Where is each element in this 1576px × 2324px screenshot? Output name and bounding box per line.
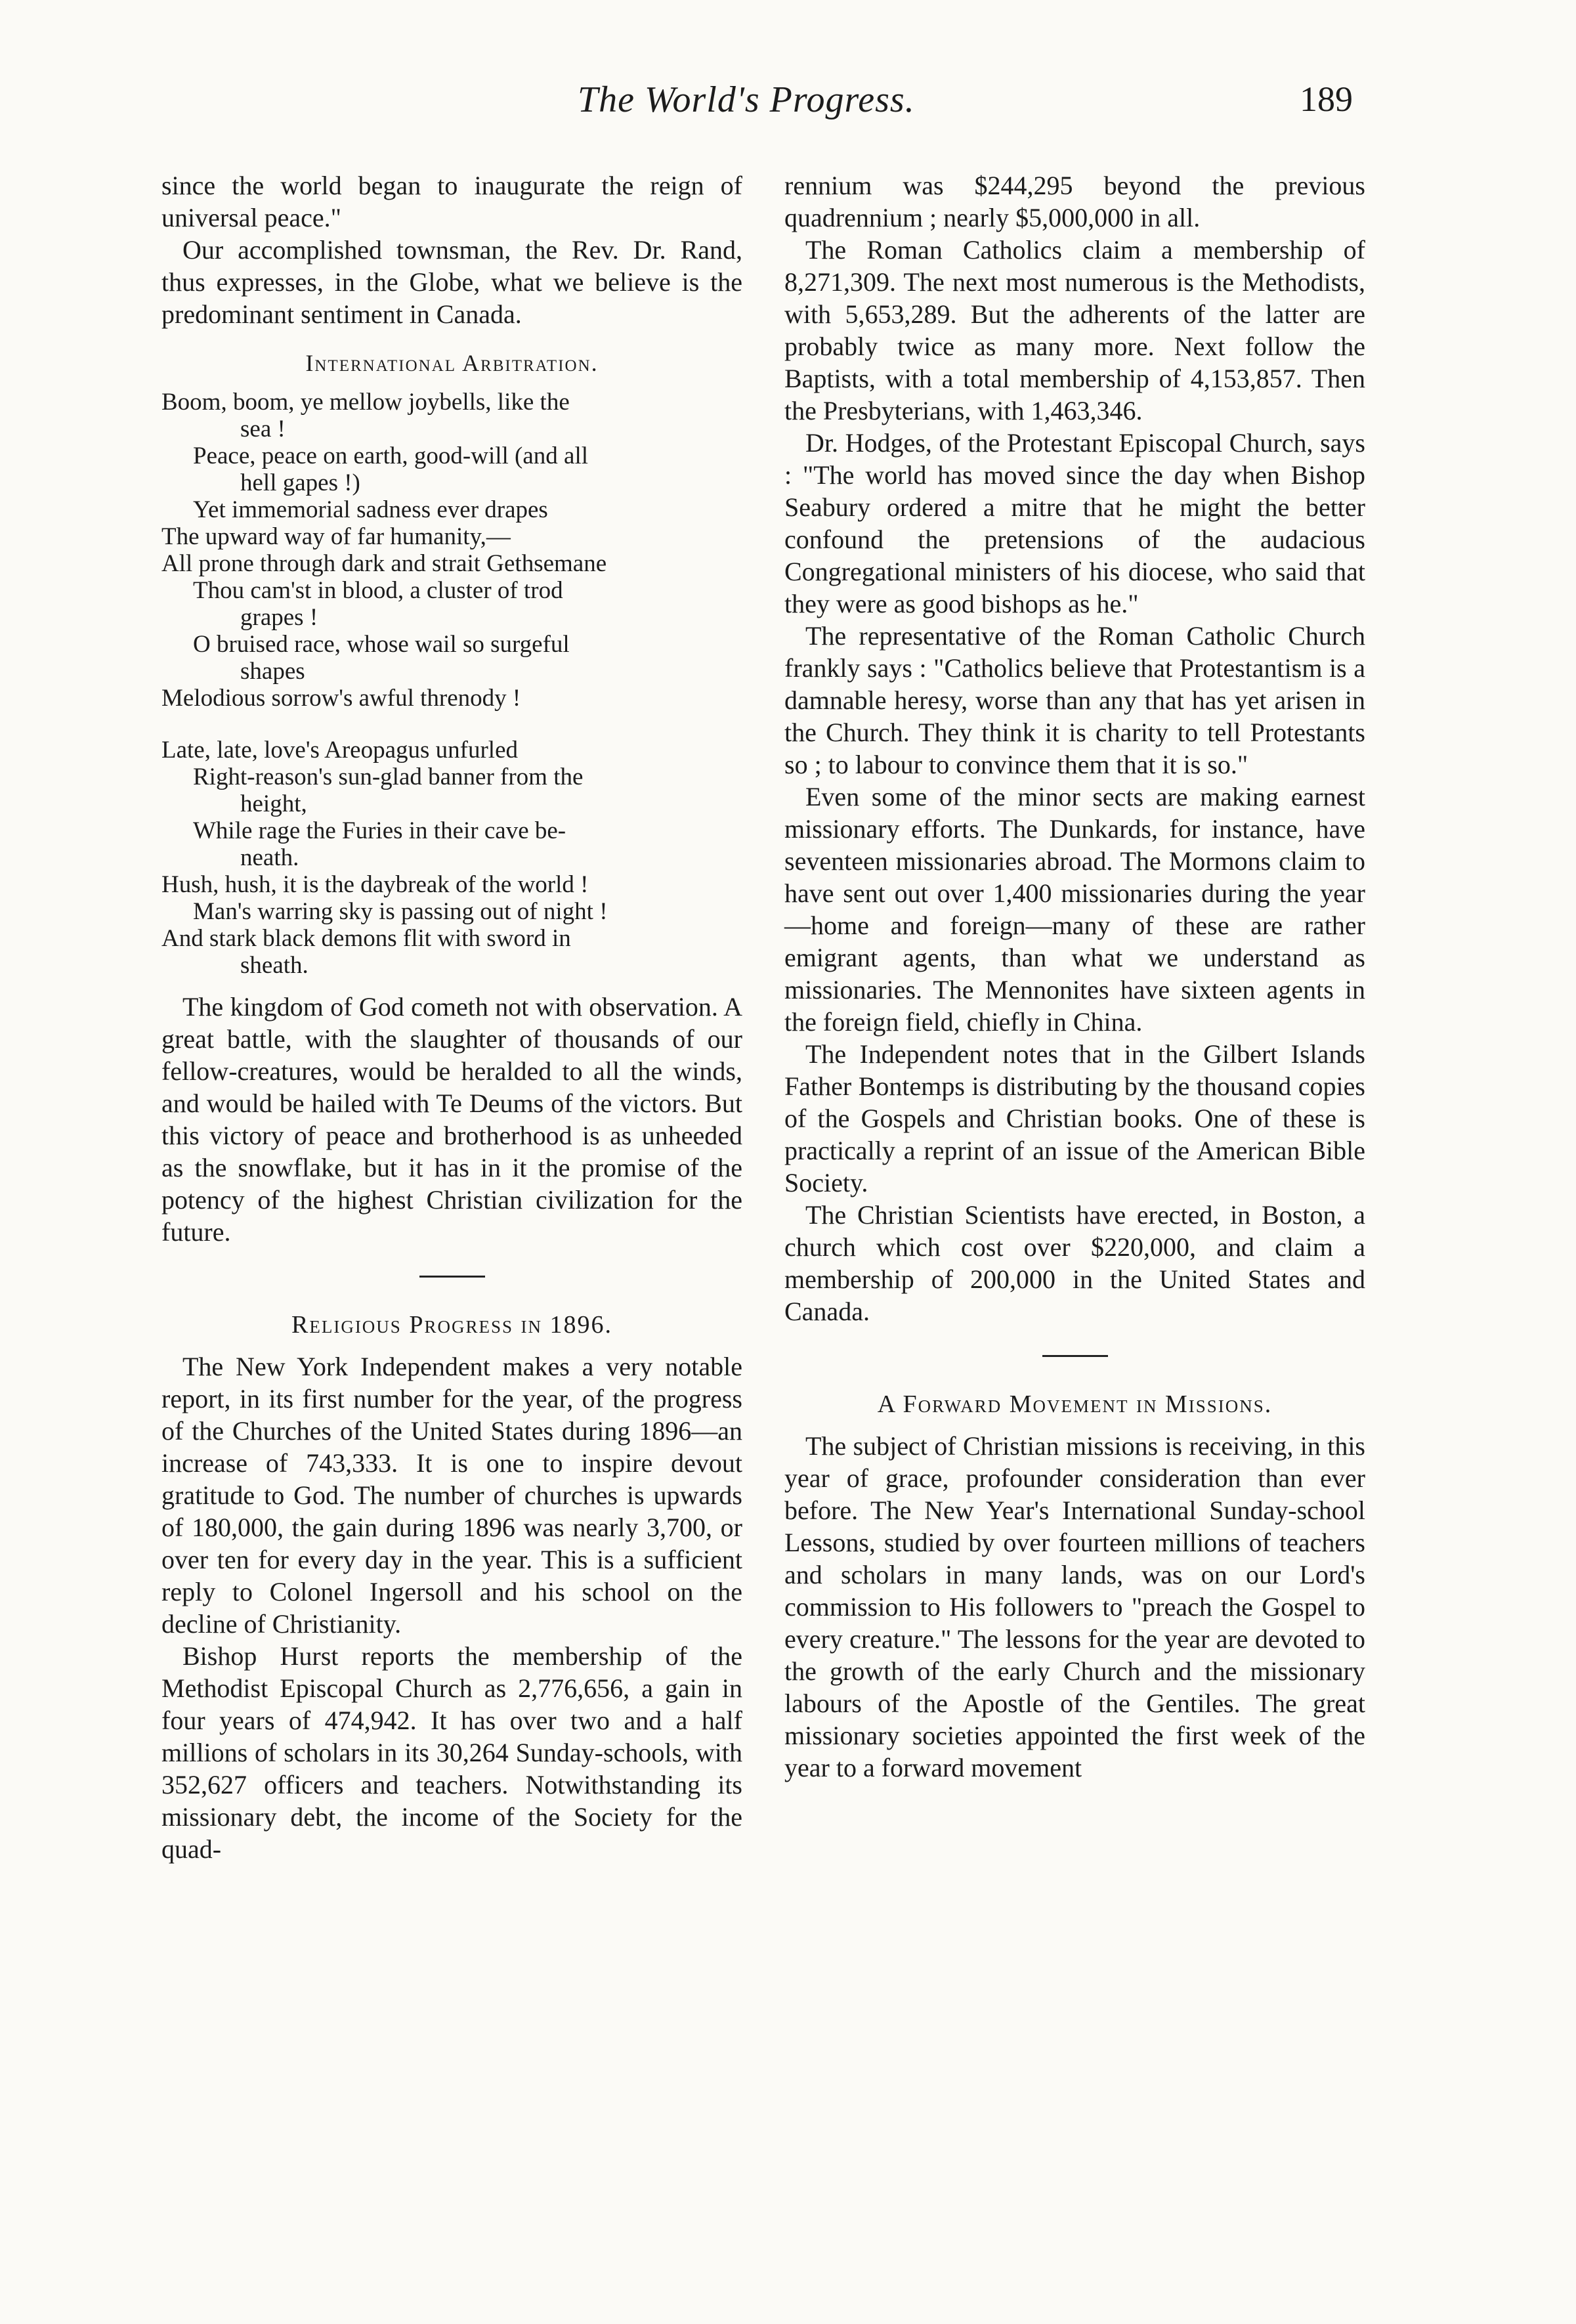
poem-line: Late, late, love's Areopagus unfurled	[161, 737, 518, 764]
poem-line: Boom, boom, ye mellow joybells, like the	[161, 389, 570, 416]
section-divider	[419, 1276, 485, 1278]
poem-line: grapes !	[240, 604, 318, 631]
poem	[161, 389, 742, 979]
poem-title: International Arbitration.	[305, 350, 599, 376]
paragraph: Our accomplished townsman, the Rev. Dr. Rand, thus expresses, in the Globe, what we believe is the predominant sentiment in Canada.	[161, 235, 742, 329]
poem-line: Hush, hush, it is the daybreak of the world !	[161, 871, 589, 898]
poem-stanza	[161, 737, 742, 979]
page-number: 189	[1300, 79, 1353, 119]
section-divider	[1042, 1355, 1108, 1357]
section-title: Religious Progress in 1896.	[291, 1311, 612, 1339]
poem-line: sheath.	[240, 952, 309, 979]
poem-line: neath.	[240, 844, 299, 871]
poem-line: O bruised race, whose wail so surgeful	[193, 631, 570, 658]
poem-line: Yet immemorial sadness ever drapes	[193, 496, 548, 523]
paragraph: The Christian Scientists have erected, in Boston, a church which cost over $220,000, and claim a membership of 200,000 in the United States and Canada.	[784, 1200, 1365, 1326]
poem-line: Melodious sorrow's awful threnody !	[161, 685, 521, 712]
poem-line: Peace, peace on earth, good-will (and all	[193, 442, 589, 469]
poem-line: Thou cam'st in blood, a cluster of trod	[193, 577, 563, 604]
paragraph: The kingdom of God cometh not with observation. A great battle, with the slaughter of thousands of our fellow-creatures, would be heralded to all the winds, and would be hailed with Te Deums of the victors. But this victory of peace and brotherhood is as unheeded as the snowflake, but it has in it the promise of the potency of the highest Christian civilization for the future.	[161, 992, 742, 1247]
left-column	[161, 169, 742, 1865]
paragraph: The Independent notes that in the Gilbert Islands Father Bontemps is distributing by the thousand copies of the Gospels and Christian books. One of these is practically a reprint of an issue of the American Bible Society.	[784, 1039, 1365, 1197]
poem-line: shapes	[240, 658, 305, 685]
stanza-gap	[161, 712, 742, 737]
poem-line: The upward way of far humanity,—	[161, 523, 511, 550]
paragraph: Dr. Hodges, of the Protestant Episcopal Church, says : "The world has moved since the day when Bishop Seabury ordered a mitre that he might the better confound the pretensions of the audacious Congregational ministers of his diocese, who said that they were as good bishops as he."	[784, 428, 1365, 618]
right-column	[784, 169, 1365, 1784]
paragraph: Even some of the minor sects are making earnest missionary efforts. The Dunkards, for instance, have seventeen missionaries abroad. The Mormons claim to have sent out over 1,400 missionaries during the year—home and foreign—many of these are rather emigrant agents, than what we understand as missionaries. The Mennonites have sixteen agents in the foreign field, chiefly in China.	[784, 782, 1365, 1037]
paragraph: Bishop Hurst reports the membership of the Methodist Episcopal Church as 2,776,656, a gain in four years of 474,942. It has over two and a half millions of scholars in its 30,264 Sunday-schools, with 352,627 officers and teachers. Notwithstanding its missionary debt, the income of the Society for the quad-	[161, 1641, 742, 1864]
paragraph: The Roman Catholics claim a membership of 8,271,309. The next most numerous is the Methodists, with 5,653,289. But the adherents of the latter are probably twice as many more. Next follow the Baptists, with a total membership of 4,153,857. Then the Presbyterians, with 1,463,346.	[784, 235, 1365, 425]
poem-line: sea !	[240, 416, 286, 442]
paragraph: The New York Independent makes a very notable report, in its first number for the year, of the progress of the Churches of the United States during 1896—an increase of 743,333. It is one to inspire devout gratitude to God. The number of churches is upwards of 180,000, the gain during 1896 was nearly 3,700, or over ten for every day in the year. This is a sufficient reply to Colonel Ingersoll and his school on the decline of Christianity.	[161, 1352, 742, 1639]
paragraph: rennium was $244,295 beyond the previous quadrennium ; nearly $5,000,000 in all.	[784, 171, 1365, 232]
poem-stanza	[161, 389, 742, 712]
poem-line: All prone through dark and strait Gethsemane	[161, 550, 607, 577]
poem-line: Man's warring sky is passing out of night !	[193, 898, 608, 925]
running-head	[0, 79, 1576, 138]
poem-line: And stark black demons flit with sword in	[161, 925, 571, 952]
poem-line: height,	[240, 790, 307, 817]
poem-line: Right-reason's sun-glad banner from the	[193, 764, 584, 790]
section-title: A Forward Movement in Missions.	[877, 1390, 1273, 1418]
running-title: The World's Progress.	[578, 79, 915, 120]
paragraph: The subject of Christian missions is receiving, in this year of grace, profounder consideration than ever before. The New Year's International Sunday-school Lessons, studied by over fourteen millions of teachers and scholars in many lands, was on our Lord's commission to His followers to "preach the Gospel to every creature." The lessons for the year are devoted to the growth of the early Church and the missionary labours of the Apostle of the Gentiles. The great missionary societies appointed the first week of the year to a forward movement	[784, 1431, 1365, 1782]
paragraph: since the world began to inaugurate the reign of universal peace."	[161, 171, 742, 232]
poem-line: hell gapes !)	[240, 469, 360, 496]
poem-line: While rage the Furies in their cave be-	[193, 817, 566, 844]
paragraph: The representative of the Roman Catholic Church frankly says : "Catholics believe that Protestantism is a damnable heresy, worse than any that has yet arisen in the Church. They think it is charity to tell Protestants so ; to labour to convince them that it is so."	[784, 621, 1365, 779]
